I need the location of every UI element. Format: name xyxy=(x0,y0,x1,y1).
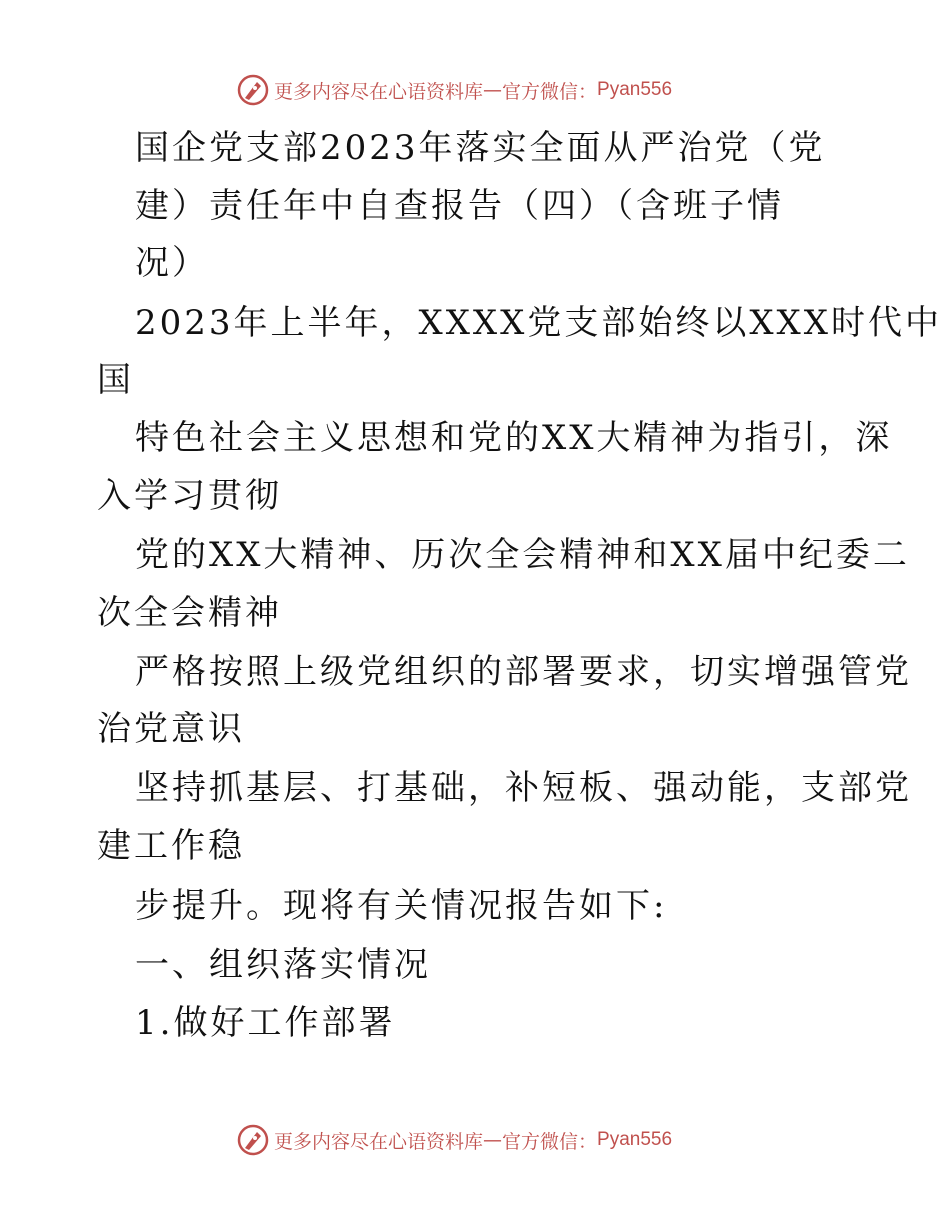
body-line: 坚持抓基层、打基础，补短板、强动能，支部党 xyxy=(135,768,912,808)
pen-nib-logo-icon xyxy=(236,73,270,107)
watermark-separator: — xyxy=(483,1129,503,1151)
watermark-wechat-id: Pyan556 xyxy=(597,79,673,100)
watermark-site-text: 更多内容尽在心语资料库 xyxy=(274,1130,484,1153)
body-line: 入学习贯彻 xyxy=(97,476,282,516)
watermark-label: 官方微信： xyxy=(502,80,598,103)
document-title-line-1: 国企党支部2023年落实全面从严治党（党 xyxy=(135,128,826,168)
body-line: 建工作稳 xyxy=(97,826,245,866)
document-title-line-3: 况） xyxy=(135,243,209,283)
body-line: 国 xyxy=(97,360,134,400)
body-line: 严格按照上级党组织的部署要求，切实增强管党 xyxy=(135,652,912,692)
watermark-site-text: 更多内容尽在心语资料库 xyxy=(274,80,484,103)
subsection-heading: 1.做好工作部署 xyxy=(135,1003,396,1043)
watermark-label: 官方微信： xyxy=(502,1130,598,1153)
body-line: 特色社会主义思想和党的XX大精神为指引，深 xyxy=(135,418,893,458)
body-line: 步提升。现将有关情况报告如下: xyxy=(135,886,668,926)
watermark-separator: — xyxy=(483,79,503,101)
body-line: 治党意识 xyxy=(97,709,245,749)
body-line: 2023年上半年，XXXX党支部始终以XXX时代中 xyxy=(135,303,942,343)
header-watermark xyxy=(236,73,672,107)
document-title-line-2: 建）责任年中自查报告（四）（含班子情 xyxy=(135,186,784,226)
section-heading: 一、组织落实情况 xyxy=(135,945,431,985)
body-line: 次全会精神 xyxy=(97,593,282,633)
footer-watermark xyxy=(236,1123,672,1157)
watermark-wechat-id: Pyan556 xyxy=(597,1129,673,1150)
body-line: 党的XX大精神、历次全会精神和XX届中纪委二 xyxy=(135,535,910,575)
pen-nib-logo-icon xyxy=(236,1123,270,1157)
